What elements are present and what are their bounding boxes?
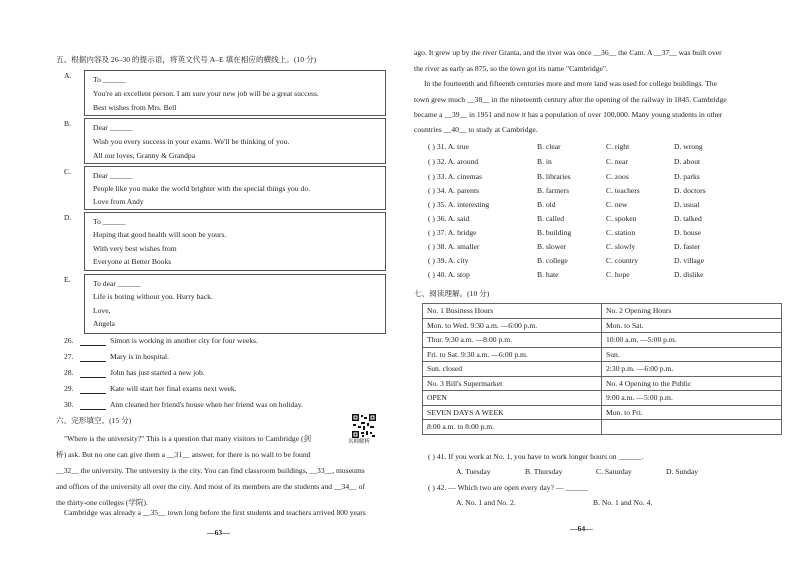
option-c: C. teachers	[606, 186, 640, 195]
option-b: B. college	[537, 256, 568, 265]
option-d: D. village	[674, 256, 704, 265]
question-41[interactable]: ( ) 41. If you work at No. 1, you have to work longer hours on ______.	[428, 452, 644, 461]
table-cell: Thur. 9:30 a.m. —8:00 p.m.	[423, 333, 602, 348]
option-d: D. usual	[674, 200, 700, 209]
option-question[interactable]: ( ) 38. A. smaller	[428, 242, 480, 251]
option-b: B. in	[537, 157, 552, 166]
option-question[interactable]: ( ) 34. A. parents	[428, 186, 480, 195]
page-number: —64—	[570, 524, 593, 533]
card-e-line2: Life is boring without you. Hurry back.	[93, 292, 213, 301]
cloze-line: the thirty-one colleges (学院).	[56, 498, 148, 507]
matching-text: Kate will start her final exams next week.	[110, 384, 237, 393]
table-cell: 8:00 a.m. to 8:00 p.m.	[423, 420, 602, 435]
option-d: D. about	[674, 157, 701, 166]
option-c: C. country	[606, 256, 639, 265]
option-d: D. doctors	[674, 186, 706, 195]
table-cell: No. 4 Opening to the Public	[602, 376, 782, 391]
page-number: —63—	[207, 528, 230, 537]
option-b: B. libraries	[537, 172, 571, 181]
option-b: B. called	[537, 214, 564, 223]
section7-title: 七、阅读理解。(10 分)	[414, 289, 490, 298]
card-c-line3: Love from Andy	[93, 197, 144, 206]
matching-answer-blank[interactable]	[80, 337, 106, 346]
card-a-line3: Best wishes from Mrs. Bell	[93, 103, 177, 112]
table-cell: 2:30 p.m. —6:00 p.m.	[602, 362, 782, 377]
option-question[interactable]: ( ) 32. A. around	[428, 157, 479, 166]
card-d-line2: Hoping that good health will soon be yours.	[93, 230, 227, 239]
option-c: C. new	[606, 200, 628, 209]
matching-text: Simon is working in another city for four weeks.	[110, 336, 258, 345]
option-c: C. near	[606, 157, 628, 166]
option-b: B. hate	[537, 270, 559, 279]
card-a-line1: To ______	[93, 75, 126, 84]
card-d-line3: With very best wishes from	[93, 244, 177, 253]
cloze-line: ago. It grew up by the river Granta, and the river was once __36__ the Cam. A __37__ was built over	[414, 48, 722, 57]
option-d: D. dislike	[674, 270, 704, 279]
card-a-line2: You're an excellent person. I am sure your new job will be a great success.	[93, 89, 319, 98]
card-a	[84, 70, 386, 116]
option-b: B. old	[537, 200, 556, 209]
card-d-line1: To ______	[93, 217, 126, 226]
cloze-line: In the fourteenth and fifteenth centuries more and more land was used for college buildings. The	[424, 79, 717, 88]
card-letter-d: D.	[64, 213, 72, 222]
card-e	[84, 274, 386, 334]
option-question[interactable]: ( ) 33. A. cinemas	[428, 172, 482, 181]
option-question[interactable]: ( ) 39. A. city	[428, 256, 469, 265]
qr-code-icon	[352, 414, 376, 438]
cloze-line: became a __39__ in 1951 and now it has a population of over 100,000. Many young students in other	[414, 110, 723, 119]
table-cell: Mon. to Wed. 9:30 a.m. —6:00 p.m.	[423, 318, 602, 333]
table-cell: Sun.	[602, 347, 782, 362]
option-c: C. slowly	[606, 242, 636, 251]
card-b	[84, 118, 386, 164]
card-b-line1: Dear ______	[93, 123, 133, 132]
matching-answer-blank[interactable]	[80, 353, 106, 362]
matching-answer-blank[interactable]	[80, 369, 106, 378]
option-c: C. spoken	[606, 214, 637, 223]
q41-option-d: D. Sunday	[666, 467, 699, 476]
option-question[interactable]: ( ) 35. A. interesting	[428, 200, 490, 209]
option-d: D. house	[674, 228, 701, 237]
matching-text: Mary is in hospital.	[110, 352, 170, 361]
q41-option-b: B. Thursday	[525, 467, 563, 476]
card-letter-b: B.	[64, 119, 71, 128]
option-question[interactable]: ( ) 40. A. stop	[428, 270, 470, 279]
option-b: B. slower	[537, 242, 567, 251]
card-c	[84, 166, 386, 210]
question-42[interactable]: ( ) 42. — Which two are open every day? — ______	[428, 483, 589, 492]
card-d-line4: Everyone at Better Books	[93, 257, 172, 266]
table-cell: 9:00 a.m. —5:00 p.m.	[602, 391, 782, 406]
card-b-line2: Wish you every success in your exams. We'll be thinking of you.	[93, 137, 290, 146]
matching-num: 30.	[64, 400, 74, 409]
q42-option-b: B. No. 1 and No. 4.	[593, 498, 653, 507]
option-b: B. clear	[537, 142, 561, 151]
q41-option-c: C. Saturday	[596, 467, 632, 476]
matching-num: 28.	[64, 368, 74, 377]
table-cell	[602, 420, 782, 435]
option-c: C. zoos	[606, 172, 629, 181]
table-cell: Fri. to Sat. 9:30 a.m. —6:00 p.m.	[423, 347, 602, 362]
card-letter-a: A.	[64, 71, 72, 80]
cloze-line: the river as early as 875, so the town got its name "Cambridge".	[414, 64, 608, 73]
card-b-line3: All our loves, Granny & Grandpa	[93, 151, 196, 160]
matching-num: 26.	[64, 336, 74, 345]
cloze-line: __32__ the university. The university is the city. You can find classroom buildings, __33__, museums	[56, 466, 365, 475]
cloze-line: Cambridge was already a __35__ town long before the first students and teachers arrived 800 years	[64, 508, 366, 517]
option-d: D. faster	[674, 242, 701, 251]
cloze-line: and offices of the university all over the city. And most of its members are the students and __34__ of	[56, 482, 365, 491]
table-cell: Mon. to Sat.	[602, 318, 782, 333]
table-cell: No. 1 Business Hours	[423, 304, 602, 319]
card-e-line4: Angela	[93, 319, 115, 328]
matching-answer-blank[interactable]	[80, 385, 106, 394]
table-cell: OPEN	[423, 391, 602, 406]
card-c-line2: People like you make the world brighter with the special things you do.	[93, 184, 311, 193]
table-cell: No. 2 Opening Hours	[602, 304, 782, 319]
option-b: B. building	[537, 228, 572, 237]
matching-num: 29.	[64, 384, 74, 393]
matching-text: John has just started a new job.	[110, 368, 205, 377]
option-d: D. talked	[674, 214, 702, 223]
q41-option-a: A. Tuesday	[456, 467, 491, 476]
card-e-line3: Love,	[93, 306, 111, 315]
card-letter-e: E.	[64, 275, 71, 284]
card-c-line1: Dear ______	[93, 171, 133, 180]
table-cell: SEVEN DAYS A WEEK	[423, 405, 602, 420]
option-question[interactable]: ( ) 37. A. bridge	[428, 228, 477, 237]
matching-text: Ann cleaned her friend's house when her friend was on holiday.	[110, 400, 303, 409]
option-c: C. station	[606, 228, 636, 237]
q42-option-a: A. No. 1 and No. 2.	[456, 498, 516, 507]
cloze-line: 桥) ask. But no one can give them a __31__ answer, for there is no wall to be found	[56, 450, 311, 459]
section5-title: 五、根据内容及 26–30 的提示语，将英文代号 A–E 填在相应的横线上。(10 分)	[56, 55, 317, 64]
table-cell: Sun. closed	[423, 362, 602, 377]
card-d	[84, 212, 386, 271]
cloze-line: town grew much __38__ in the nineteenth century after the opening of the railway in 1845. Cambridge	[414, 95, 727, 104]
matching-num: 27.	[64, 352, 74, 361]
table-cell: No. 3 Bill's Supermarket	[423, 376, 602, 391]
option-question[interactable]: ( ) 31. A. true	[428, 142, 469, 151]
hours-table	[422, 303, 782, 435]
option-b: B. farmers	[537, 186, 570, 195]
cloze-line: countries __40__ to study at Cambridge.	[414, 125, 538, 134]
option-question[interactable]: ( ) 36. A. said	[428, 214, 470, 223]
card-letter-c: C.	[64, 167, 71, 176]
option-c: C. hope	[606, 270, 630, 279]
table-cell: 10:00 a.m. —5:00 p.m.	[602, 333, 782, 348]
right-page	[400, 0, 800, 566]
section6-title: 六、完形填空。(15 分)	[56, 416, 132, 425]
matching-answer-blank[interactable]	[80, 401, 106, 410]
option-c: C. right	[606, 142, 630, 151]
option-d: D. wrong	[674, 142, 703, 151]
option-d: D. parks	[674, 172, 700, 181]
table-cell: Mon. to Fri.	[602, 405, 782, 420]
qr-caption: 名师解析	[348, 439, 371, 445]
cloze-line: "Where is the university?" This is a question that many visitors to Cambridge (剑	[64, 434, 312, 443]
card-e-line1: To dear ______	[93, 279, 141, 288]
